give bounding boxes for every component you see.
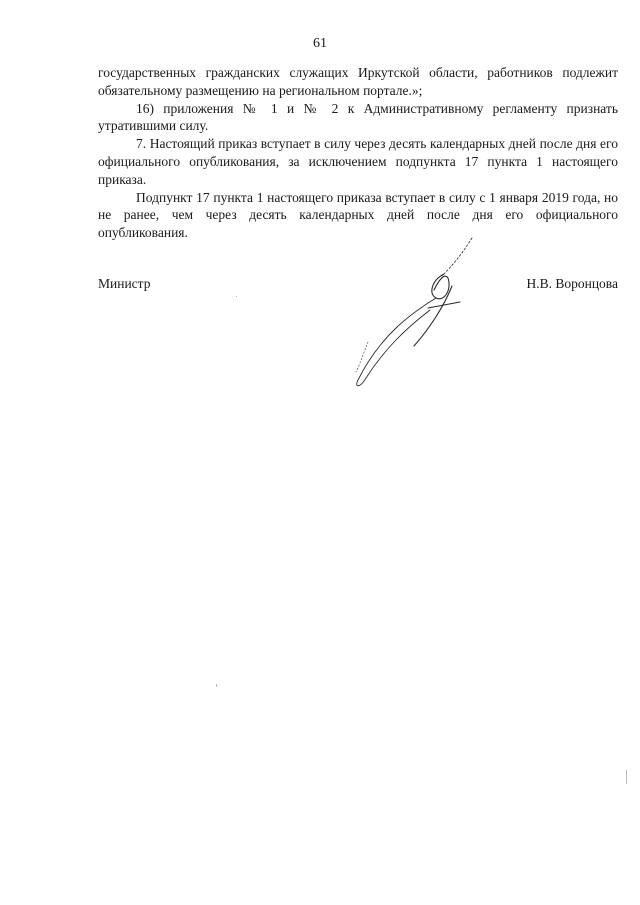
paragraph-continuation: государственных гражданских служащих Иркутской области, работников подлежит обязательному размещению на региональном портале.»; [98, 65, 618, 98]
page-number: 61 [313, 36, 327, 51]
signatory-name: Н.В. Воронцова [526, 276, 618, 291]
paragraph-item-16: 16) приложения № 1 и № 2 к Административному регламенту признать утратившими силу. [98, 100, 618, 134]
scan-speck [626, 770, 627, 784]
paragraph-item-7: 7. Настоящий приказ вступает в силу через десять календарных дней после дня его официального опубликования, за исключением подпункта 17 пункта 1 настоящего приказа. [98, 136, 618, 187]
handwritten-signature [340, 232, 480, 392]
signatory-position: Министр [98, 276, 151, 291]
scan-speck [216, 684, 217, 687]
scan-speck [236, 296, 237, 297]
document-body [98, 64, 618, 242]
paragraph-effective-date: Подпункт 17 пункта 1 настоящего приказа вступает в силу с 1 января 2019 года, но не ранее, чем через десять календарных дней после дня его официального опубликования. [98, 189, 618, 241]
